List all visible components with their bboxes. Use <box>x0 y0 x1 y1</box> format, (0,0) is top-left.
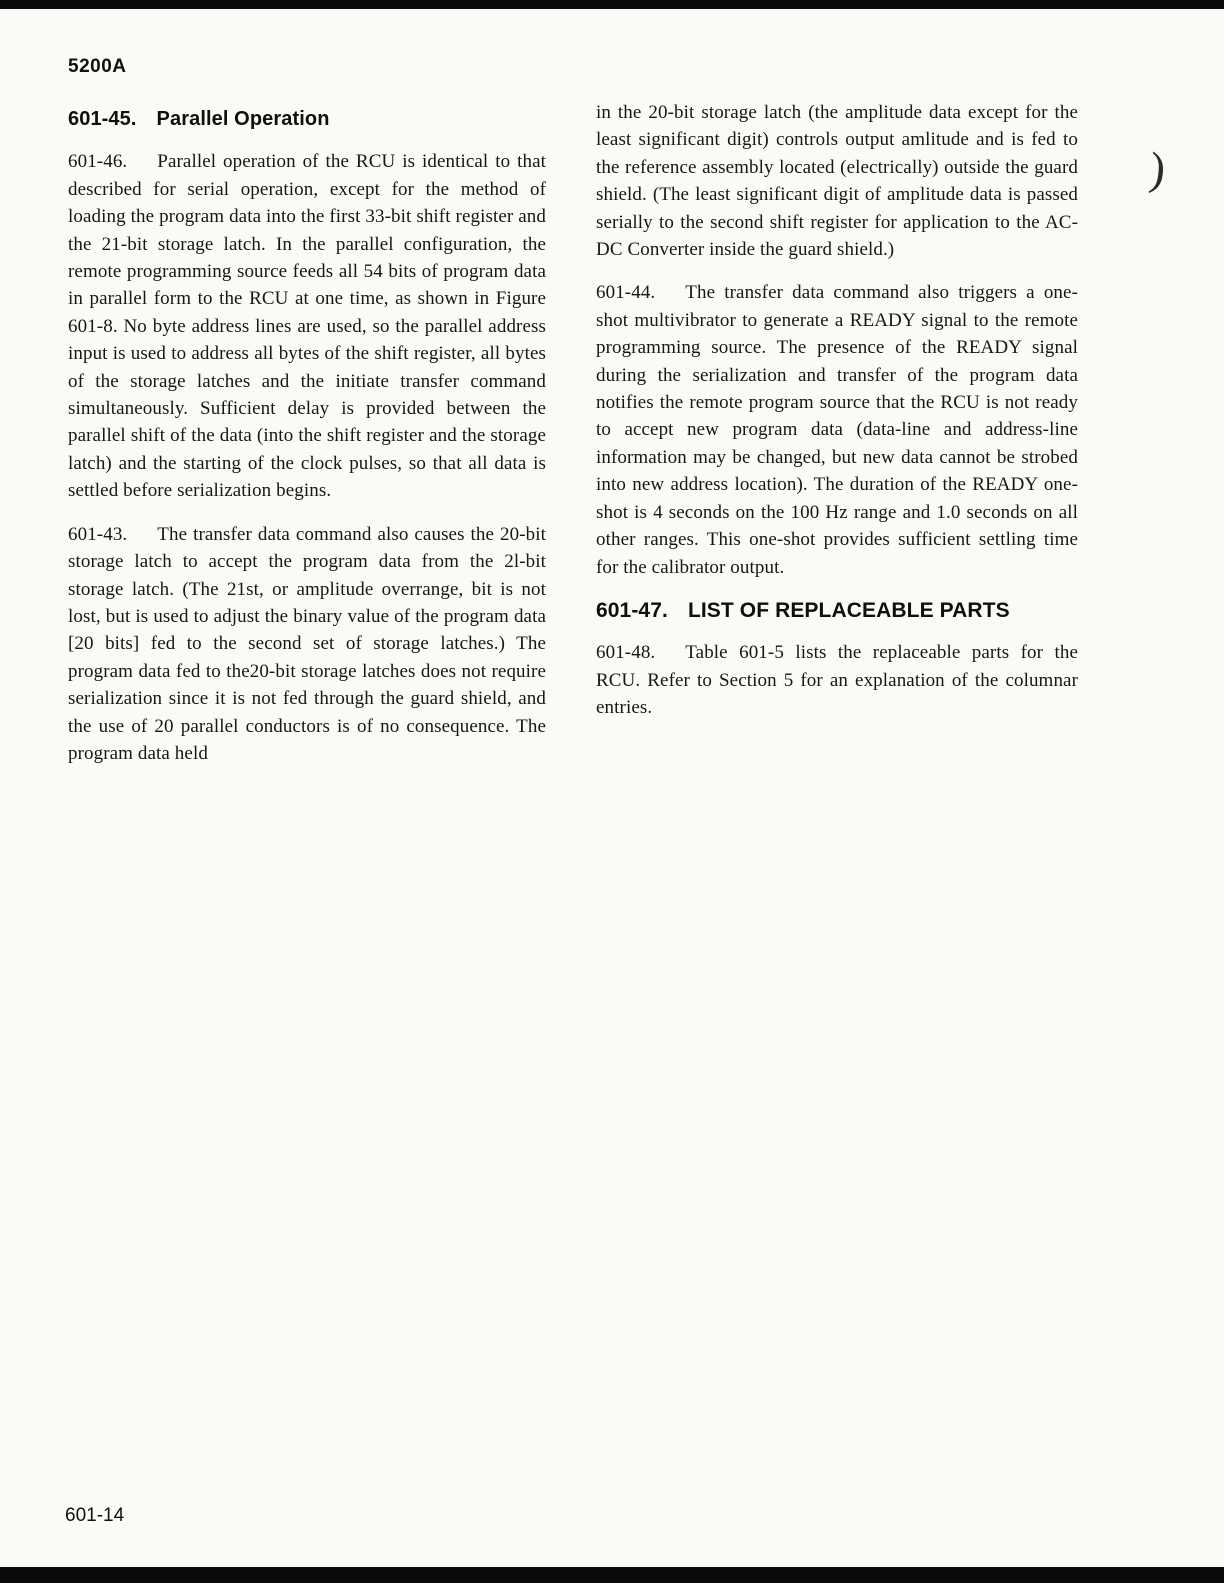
paragraph-601-44 <box>596 279 1078 580</box>
section-heading-601-45 <box>68 106 546 133</box>
right-column <box>596 99 1078 738</box>
paragraph-number: 601-48. <box>596 642 656 664</box>
scan-edge-bottom <box>0 1567 1224 1583</box>
paragraph-text: The transfer data command also causes the 20-bit storage latch to accept the program data from the 2l-bit storage latch. (The 21st, or amplitude overrange, bit is not lost, but is used to adjust the binary value of the program data [20 bits] fed to the second set of storage latches.) The program data fed to the20-bit storage latches does not require serialization since it is not fed through the guard shield, and the use of 20 parallel conductors is of no consequence. The program data held <box>68 523 546 764</box>
paragraph-601-48 <box>596 639 1078 721</box>
section-title: LIST OF REPLACEABLE PARTS <box>687 598 1010 622</box>
section-title: Parallel Operation <box>156 108 330 130</box>
page-footer-number: 601-14 <box>65 1505 125 1526</box>
scan-edge-top <box>0 0 1224 9</box>
paragraph-text: The transfer data command also triggers a one-shot multivibrator to generate a READY signal to the remote programming source. The presence of the READY signal during the serialization and transfer of the program data notifies the remote program source that the RCU is not ready to accept new program data (data-line and address-line information may be changed, but new data cannot be strobed into new address location). The duration of the READY one-shot is 4 seconds on the 100 Hz range and 1.0 seconds on all other ranges. This one-shot provides sufficient settling time for the calibrator output. <box>596 282 1078 578</box>
paragraph-text: Table 601-5 lists the replaceable parts for the RCU. Refer to Section 5 for an explanation of the columnar entries. <box>596 642 1078 719</box>
section-heading-601-47 <box>596 597 1078 624</box>
paragraph-number: 601-43. <box>68 523 128 545</box>
paragraph-number: 601-46. <box>68 151 128 173</box>
paragraph-text: Parallel operation of the RCU is identical to that described for serial operation, except for the method of loading the program data into the first 33-bit shift register and the 21-bit storage latch. In the parallel configuration, the remote programming source feeds all 54 bits of program data in parallel form to the RCU at one time, as shown in Figure 601-8. No byte address lines are used, so the parallel address input is used to address all bytes of the shift register, all bytes of the storage latches and the initiate transfer command simultaneously. Sufficient delay is provided between the parallel shift of the data (into the shift register and the storage latch) and the starting of the clock pulses, so that all data is settled before serialization begins. <box>68 151 546 502</box>
pen-mark-artifact: ) <box>1147 142 1168 195</box>
left-column <box>68 106 546 783</box>
paragraph-601-46 <box>68 148 546 504</box>
paragraph-number: 601-44. <box>596 282 656 304</box>
paragraph-text: in the 20-bit storage latch (the amplitude data except for the least significant digit) controls output amlitude and is fed to the reference assembly located (electrically) outside the guard shield. (The least significant digit of amplitude data is passed serially to the second shift register for application to the AC-DC Converter inside the guard shield.) <box>596 102 1078 261</box>
paragraph-continuation <box>596 99 1078 263</box>
section-number: 601-47. <box>596 598 668 622</box>
paragraph-601-43 <box>68 521 546 768</box>
page-header-model: 5200A <box>68 56 127 77</box>
section-number: 601-45. <box>68 108 137 130</box>
